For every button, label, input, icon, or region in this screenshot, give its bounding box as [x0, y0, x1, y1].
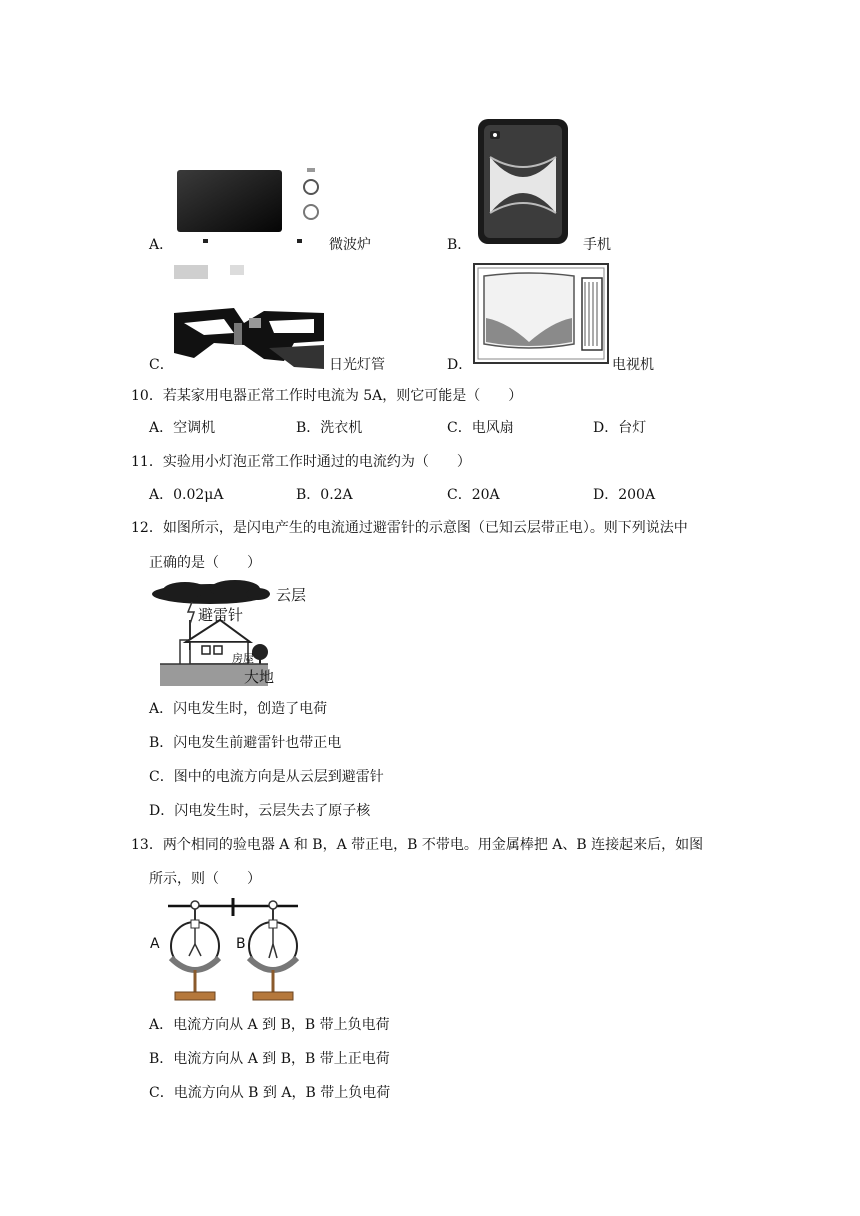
q12-option-c: C．图中的电流方向是从云层到避雷针	[149, 769, 384, 785]
house-label: 房屋	[232, 652, 254, 665]
q12-option-b: B．闪电发生前避雷针也带正电	[149, 735, 342, 751]
q12-option-d: D．闪电发生时，云层失去了原子核	[149, 803, 371, 819]
q10-option-c: C．电风扇	[447, 420, 514, 436]
ground-label: 大地	[244, 668, 275, 686]
q9-option-b-letter: B．	[447, 237, 472, 253]
q13-stem-line1: 13．两个相同的验电器 A 和 B，A 带正电，B 不带电。用金属棒把 A、B 连接起来后，如图	[131, 837, 704, 853]
q9-option-b-caption: 手机	[583, 237, 611, 253]
q11-option-b: B．0.2A	[296, 487, 353, 503]
q9-option-a-caption: 微波炉	[329, 237, 371, 253]
q10-option-b: B．洗衣机	[296, 420, 363, 436]
q9-option-d-letter: D．	[447, 357, 473, 373]
q9-option-c-letter: C．	[149, 357, 174, 373]
q9-option-d-caption: 电视机	[612, 357, 654, 373]
q9-option-a-letter: A．	[149, 237, 174, 253]
television-image	[472, 262, 612, 368]
q12-stem-line2: 正确的是（ ）	[149, 555, 261, 571]
q11-stem: 11．实验用小灯泡正常工作时通过的电流约为（ ）	[131, 454, 471, 470]
q11-option-a: A．0.02μA	[149, 487, 224, 503]
q11-option-c: C．20A	[447, 487, 500, 503]
cloud-label: 云层	[276, 586, 307, 604]
q13-option-a: A．电流方向从 A 到 B，B 带上负电荷	[149, 1017, 390, 1033]
electroscope-a-label: A	[150, 936, 160, 952]
q13-option-b: B．电流方向从 A 到 B，B 带上正电荷	[149, 1051, 390, 1067]
q11-option-d: D．200A	[593, 487, 656, 503]
phone-image	[476, 117, 571, 247]
electroscope-figure	[148, 896, 303, 1004]
electroscope-b-label: B	[236, 936, 246, 952]
q10-option-a: A．空调机	[149, 420, 216, 436]
rod-label: 避雷针	[198, 606, 244, 624]
q9-option-c-caption: 日光灯管	[329, 357, 385, 373]
microwave-image	[170, 165, 330, 250]
lightning-rod-figure	[150, 580, 315, 688]
fluorescent-lamp-image	[174, 263, 326, 371]
q13-stem-line2: 所示，则（ ）	[149, 871, 261, 887]
q10-option-d: D．台灯	[593, 420, 647, 436]
q12-option-a: A．闪电发生时，创造了电荷	[149, 701, 328, 717]
q10-stem: 10．若某家用电器正常工作时电流为 5A，则它可能是（ ）	[131, 388, 523, 404]
q13-option-c: C．电流方向从 B 到 A，B 带上负电荷	[149, 1085, 391, 1101]
q12-stem-line1: 12．如图所示，是闪电产生的电流通过避雷针的示意图（已知云层带正电）。则下列说法中	[131, 520, 688, 536]
